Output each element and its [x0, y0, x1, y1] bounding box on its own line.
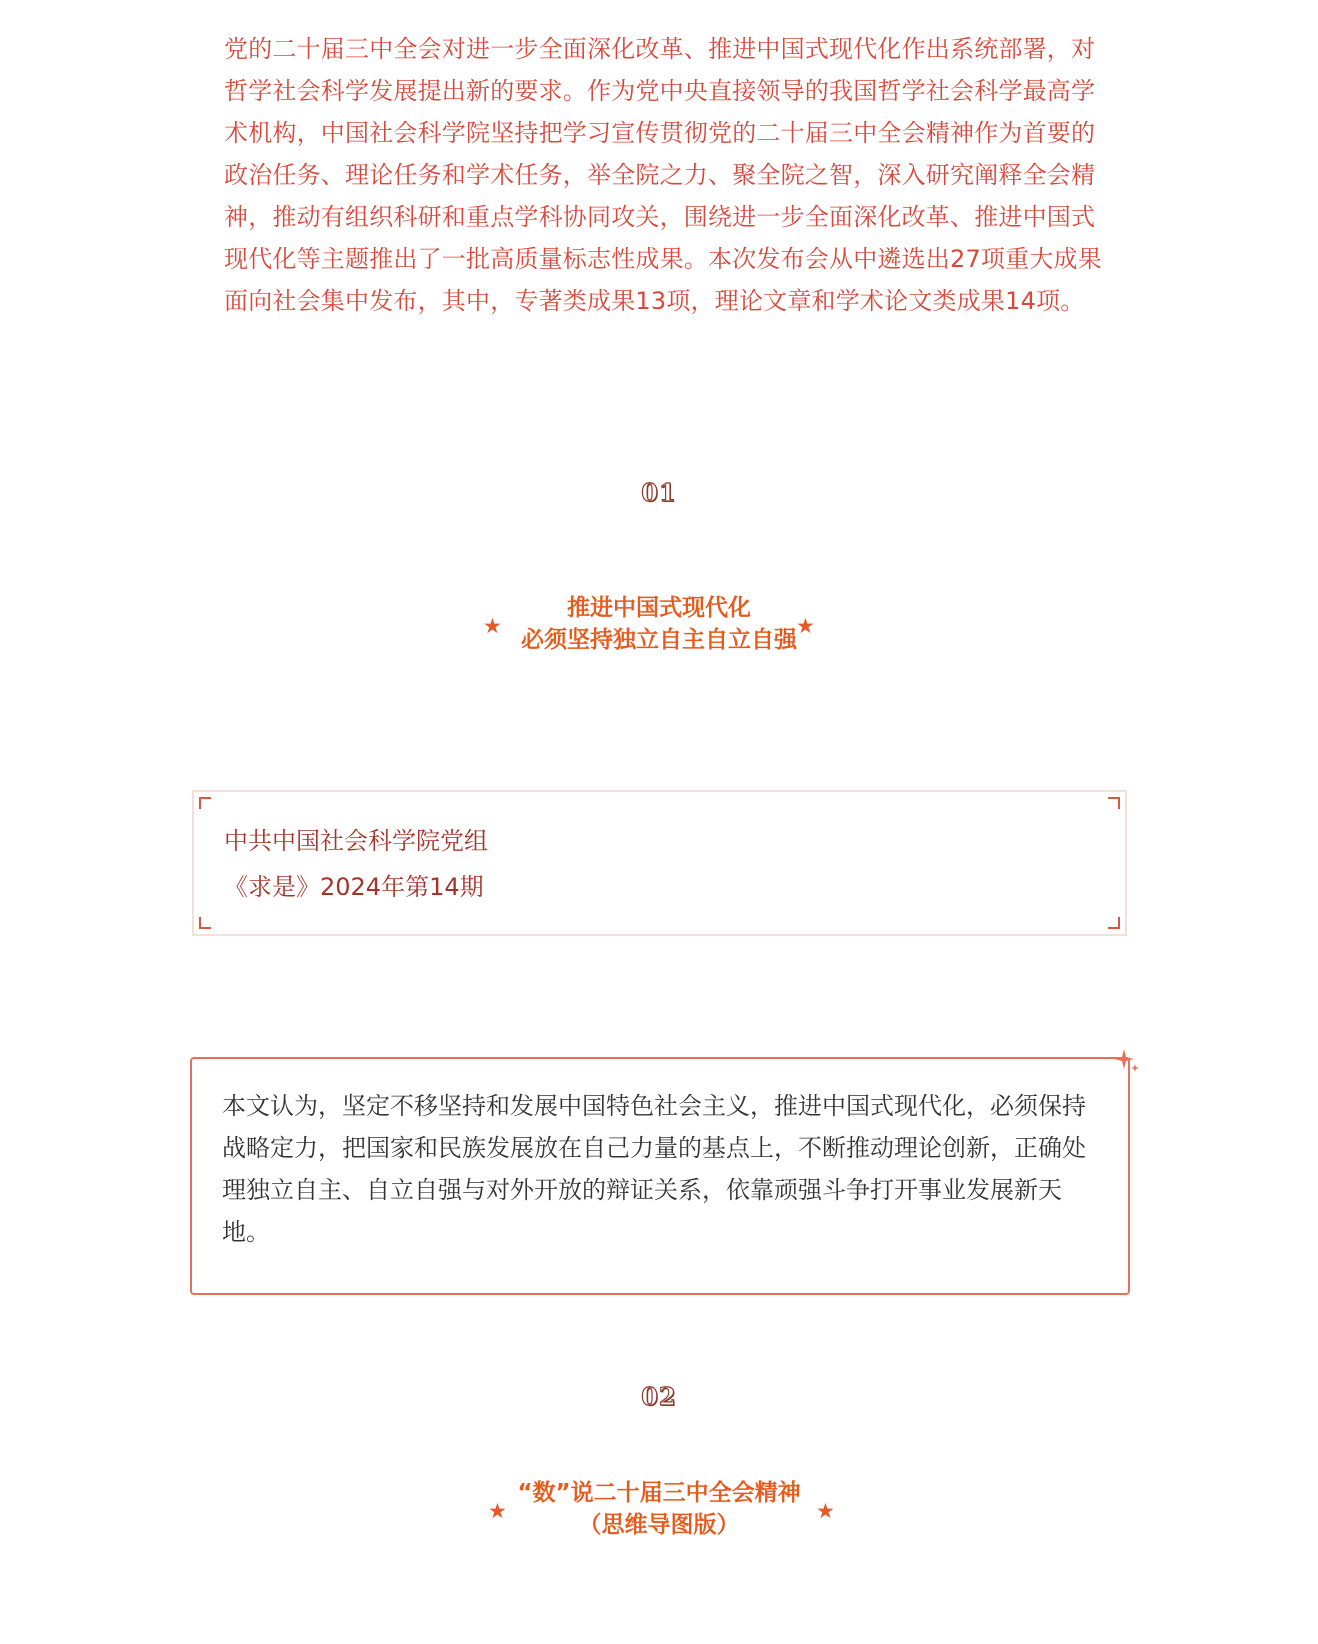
section-title-01-line2: 必须坚持独立自主自立自强	[521, 627, 797, 653]
intro-paragraph: 党的二十届三中全会对进一步全面深化改革、推进中国式现代化作出系统部署，对哲学社会科学发展提出新的要求。作为党中央直接领导的我国哲学社会科学最高学术机构，中国社会科学院坚持把学习宣传贯彻党的二十届三中全会精神作为首要的政治任务、理论任务和学术任务，举全院之力、聚全院之智，深入研究阐释全会精神，推动有组织科研和重点学科协同攻关，围绕进一步全面深化改革、推进中国式现代化等主题推出了一批高质量标志性成果。本次发布会从中遴选出27项重大成果面向社会集中发布，其中，专著类成果13项，理论文章和学术论文类成果14项。	[224, 35, 1102, 315]
source-box	[192, 790, 1127, 936]
section-number-02: 02	[641, 1382, 677, 1411]
section-title-02-line1: “数”说二十届三中全会精神	[517, 1480, 801, 1506]
source-author: 中共中国社会科学院党组	[224, 827, 488, 855]
sparkle-icon	[1114, 1049, 1140, 1075]
star-icon: ★	[483, 614, 502, 638]
star-icon: ★	[816, 1499, 835, 1523]
section-number-01: 01	[641, 478, 677, 507]
star-icon: ★	[488, 1499, 507, 1523]
star-icon: ★	[796, 614, 815, 638]
abstract-text: 本文认为，坚定不移坚持和发展中国特色社会主义，推进中国式现代化，必须保持战略定力，把国家和民族发展放在自己力量的基点上，不断推动理论创新，正确处理独立自主、自立自强与对外开放的辩证关系，依靠顽强斗争打开事业发展新天地。	[222, 1092, 1086, 1246]
corner-ornament	[1108, 917, 1120, 929]
corner-ornament	[199, 797, 211, 809]
corner-ornament	[1108, 797, 1120, 809]
section-title-01-line1: 推进中国式现代化	[567, 595, 751, 621]
corner-ornament	[199, 917, 211, 929]
abstract-box	[190, 1057, 1130, 1295]
source-publication: 《求是》2024年第14期	[224, 873, 484, 901]
section-title-02-line2: （思维导图版）	[578, 1512, 740, 1538]
